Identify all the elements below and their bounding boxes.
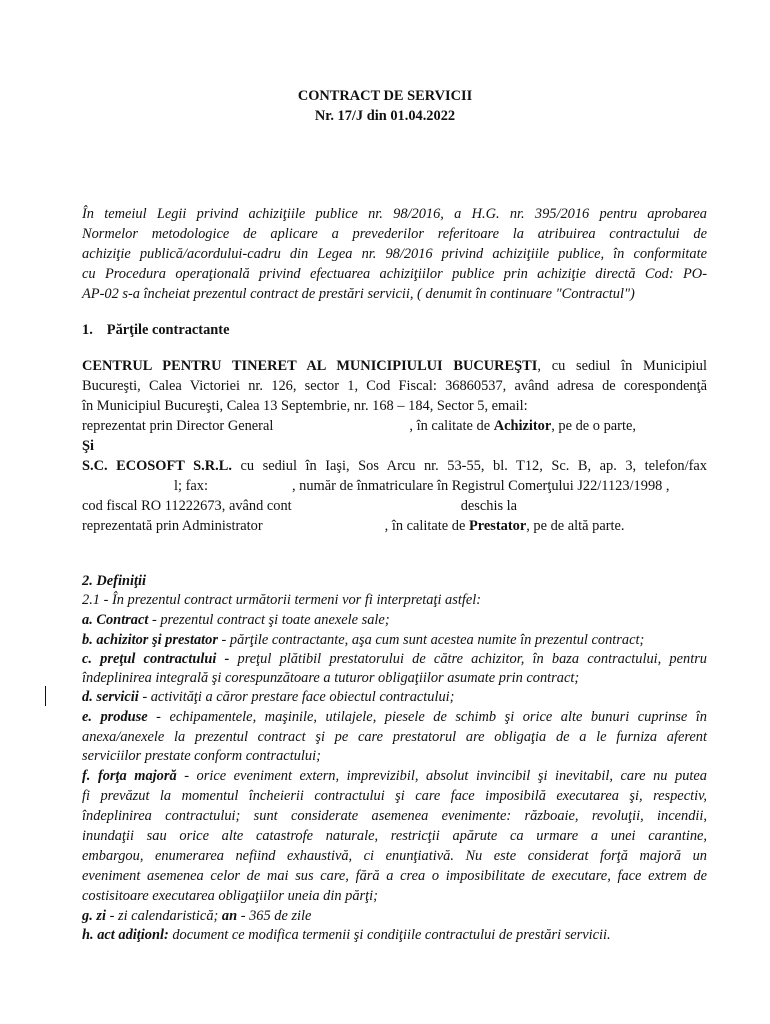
- and-label: Şi: [82, 438, 95, 454]
- definition-h: [82, 925, 611, 945]
- buyer-rep-label: reprezentat prin Director General: [82, 418, 274, 434]
- definition-g: [82, 906, 311, 926]
- seller-bank-label: deschis la: [460, 498, 518, 514]
- section2-heading: [82, 571, 146, 591]
- definition-label: e. produse: [82, 709, 148, 725]
- buyer-role: Achizitor: [493, 418, 552, 434]
- definition-f-cont: fi prevăzut la momentul încheierii contractului şi care face imposibilă executarea şi, respectiv,: [82, 788, 707, 804]
- seller-line: [82, 456, 707, 476]
- seller-representative: [82, 516, 625, 536]
- section1-number: 1.: [82, 322, 93, 338]
- seller-address-start: cu sediul în Iaşi, Sos Arcu nr. 53-55, bl. T12, Sc. B, ap. 3, telefon/fax: [231, 458, 707, 474]
- definition-a: [82, 610, 390, 630]
- definition-f-cont: embargou, enumerarea nefiind exhaustivă, ci enunţiativă. Nu este considerat forţă majoră un: [82, 848, 707, 864]
- definition-text: document ce modifica termenii şi condiţiile contractului de prestări servicii.: [168, 927, 611, 943]
- preamble-line: Normelor metodologice de aplicare a prevederilor referitoare la atribuirea contractului de: [82, 226, 707, 242]
- preamble-line: achiziţie publică/acordului-cadru din Legea nr. 98/2016 privind achiziţiile publice, în conformitate: [82, 246, 707, 262]
- buyer-representative: [82, 416, 636, 436]
- buyer-rep-mid: , în calitate de: [409, 418, 494, 434]
- definition-label: h. act adiţionl:: [82, 927, 169, 943]
- definition-f: [82, 766, 707, 786]
- definition-text: - echipamentele, maşinile, utilajele, piesele de schimb şi orice alte bunuri cuprinse în: [147, 709, 707, 725]
- definition-c-cont: îndeplinirea integrală şi corespunzătoare a tuturor obligaţiilor asumate prin contract;: [82, 670, 580, 686]
- contract-number: Nr. 17/J din 01.04.2022: [314, 108, 456, 124]
- contract-title: CONTRACT DE SERVICII: [297, 88, 473, 104]
- buyer-rep-end: , pe de o parte,: [551, 418, 636, 434]
- definition-label: f. forţa majoră: [82, 768, 177, 784]
- seller-fax-label: l; fax:: [174, 478, 208, 494]
- definition-text: - zi calendaristică;: [106, 908, 222, 924]
- definition-label: an: [221, 908, 238, 924]
- definition-e-cont: anexa/anexele la prezentul contract şi pe care prestatorul are obligaţia de a le furniza aferent: [82, 729, 707, 745]
- definition-d: [82, 687, 454, 707]
- definition-text: - părţile contractante, aşa cum sunt acestea numite în prezentul contract;: [217, 632, 645, 648]
- and-connector: [82, 436, 94, 456]
- section1-heading: [82, 320, 229, 340]
- seller-fiscal-line: [82, 496, 517, 516]
- buyer-address-start: , cu sediul în Municipiul: [537, 358, 707, 374]
- definition-label: d. servicii: [82, 689, 139, 705]
- definition-text: preţul plătibil prestatorului de către achizitor, în baza contractului, pentru: [229, 651, 707, 667]
- definition-f-cont: costisitoare executarea obligaţiilor uneia din părţi;: [82, 888, 378, 904]
- definition-e-cont: serviciilor prestate conform contractului;: [82, 748, 321, 764]
- seller-fiscal-code: cod fiscal RO 11222673, având cont: [82, 498, 292, 514]
- buyer-address: Bucureşti, Calea Victoriei nr. 126, sector 1, Cod Fiscal: 36860537, având adresa de corespondenţă: [82, 378, 707, 394]
- seller-role: Prestator: [468, 518, 527, 534]
- definition-text: - orice eveniment extern, imprevizibil, absolut invincibil şi inevitabil, care nu putea: [176, 768, 707, 784]
- definition-c: [82, 649, 707, 669]
- preamble-line: În temeiul Legii privind achiziţiile publice nr. 98/2016, a H.G. nr. 395/2016 pentru aprobarea: [82, 206, 707, 222]
- text-cursor: [45, 686, 46, 706]
- section1-title: Părţile contractante: [106, 322, 230, 338]
- definition-label: g. zi: [82, 908, 106, 924]
- buyer-correspondence: în Municipiul Bucureşti, Calea 13 Septembrie, nr. 168 – 184, Sector 5, email:: [82, 398, 528, 414]
- buyer-name: CENTRUL PENTRU TINERET AL MUNICIPIULUI BUCUREŞTI: [82, 358, 538, 374]
- definition-f-cont: îndeplinirea contractului; sunt considerate asemenea evenimente: războaie, revoluţii, incendii,: [82, 808, 707, 824]
- section2-intro: 2.1 - În prezentul contract următorii termeni vor fi interpretaţi astfel:: [82, 592, 482, 608]
- definition-label: b. achizitor şi prestator: [82, 632, 218, 648]
- definition-text: - prezentul contract şi toate anexele sale;: [148, 612, 390, 628]
- seller-rep-end: , pe de altă parte.: [526, 518, 625, 534]
- preamble-line: AP-02 s-a încheiat prezentul contract de prestări servicii, ( denumit în continuare "Contractul"): [82, 286, 635, 302]
- seller-rep-label: reprezentată prin Administrator: [82, 518, 263, 534]
- definition-f-cont: inundaţii sau orice alte catastrofe naturale, restricţii apărute ca urmare a unei carantine,: [82, 828, 707, 844]
- definition-b: [82, 630, 644, 650]
- section2-title: 2. Definiţii: [82, 573, 146, 589]
- seller-rep-mid: , în calitate de: [384, 518, 469, 534]
- seller-fax-line: [82, 476, 670, 496]
- buyer-line: [82, 356, 707, 376]
- definition-text: - activităţi a căror prestare face obiectul contractului;: [138, 689, 455, 705]
- definition-e: [82, 707, 707, 727]
- definition-label: c. preţul contractului -: [82, 651, 230, 667]
- definition-text: - 365 de zile: [237, 908, 312, 924]
- seller-registration: , număr de înmatriculare în Registrul Comerţului J22/1123/1998 ,: [291, 478, 670, 494]
- definition-label: a. Contract: [82, 612, 149, 628]
- preamble-line: cu Procedura operaţională privind efectuarea achiziţiilor publice prin achiziţie directă Cod: PO-: [82, 266, 707, 282]
- definition-f-cont: eveniment asemenea celor de mai sus care, fără a crea o imposibilitate de executare, face extrem de: [82, 868, 707, 884]
- seller-name: S.C. ECOSOFT S.R.L.: [82, 458, 232, 474]
